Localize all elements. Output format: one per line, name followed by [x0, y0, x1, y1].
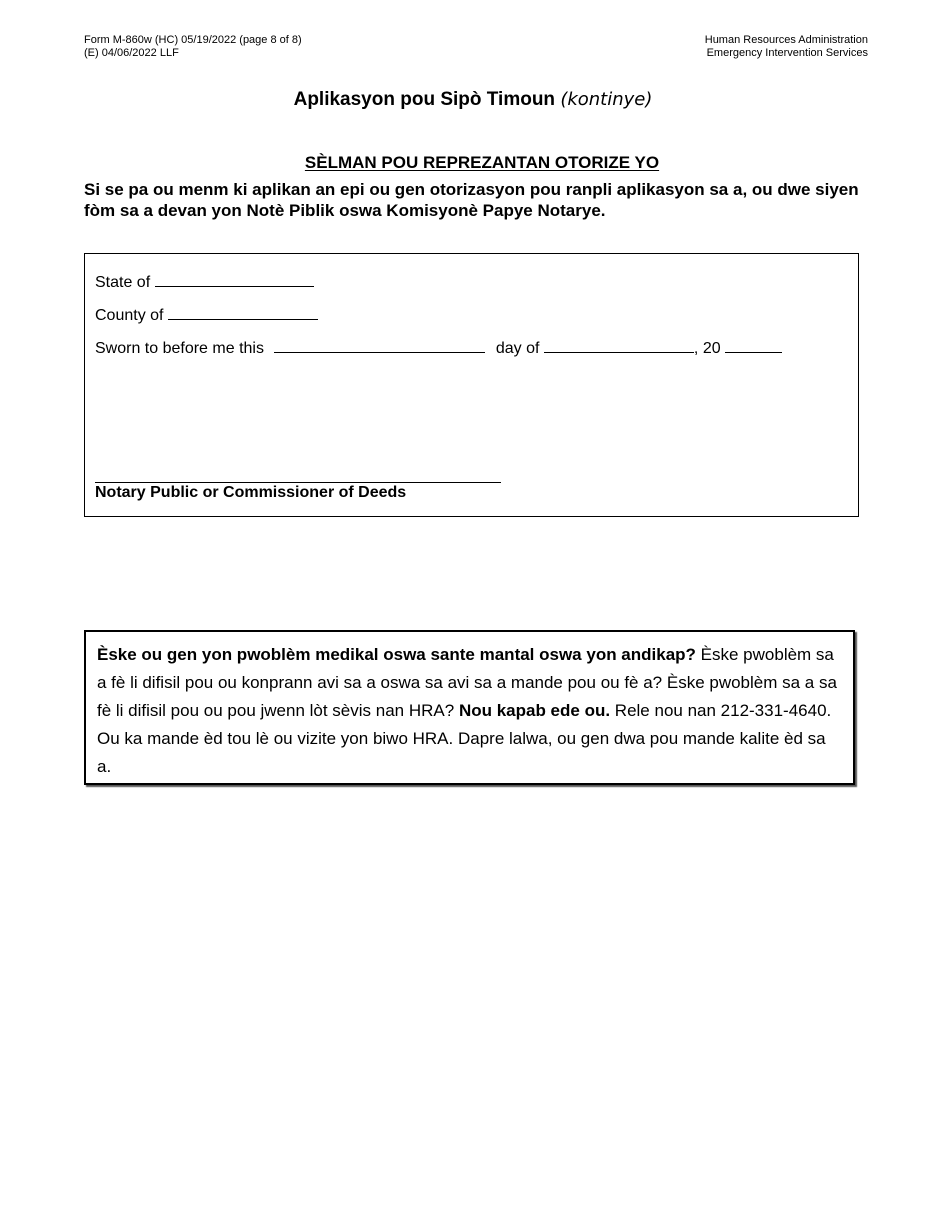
- notice-body-2: Rele nou nan 212-331-4640. Ou ka mande èd tou lè ou vizite yon biwo HRA. Dapre lalwa, ou gen dwa pou mande kalite èd sa a.: [97, 701, 832, 776]
- notice-emphasis: Nou kapab ede ou.: [458, 701, 611, 720]
- state-field[interactable]: [155, 272, 314, 287]
- signature-line[interactable]: [95, 482, 501, 483]
- year-prefix: , 20: [693, 340, 721, 357]
- county-row: [95, 305, 318, 326]
- state-row: [95, 272, 314, 293]
- sworn-label: Sworn to before me this: [95, 340, 264, 357]
- notice-question: Èske ou gen yon pwoblèm medikal oswa sante mantal oswa yon andikap?: [97, 645, 696, 664]
- county-field[interactable]: [168, 305, 318, 320]
- form-identifier: [84, 34, 302, 60]
- state-label: State of: [95, 274, 151, 291]
- form-revision: (E) 04/06/2022 LLF: [84, 47, 179, 59]
- accessibility-notice: [84, 630, 855, 785]
- notary-box: [84, 253, 859, 517]
- section-heading: SÈLMAN POU REPREZANTAN OTORIZE YO: [304, 153, 660, 172]
- page-title-main: Aplikasyon pou Sipò Timoun: [293, 89, 556, 110]
- page-title: [0, 89, 946, 111]
- county-label: County of: [95, 307, 164, 324]
- notice-body-1: Èske pwoblèm sa a fè li difisil pou ou konprann avi sa a oswa sa avi sa a mande pou ou fè a? Èske pwoblèm sa a sa fè li difisil pou ou pou jwenn lòt sèvis nan HRA?: [97, 645, 837, 720]
- sworn-day-field[interactable]: [274, 338, 485, 353]
- instructions-text: Si se pa ou menm ki aplikan an epi ou gen otorizasyon pou ranpli aplikasyon sa a, ou dwe siyen fòm sa a devan yon Notè Piblik oswa Komisyonè Papye Notarye.: [84, 180, 859, 220]
- day-of-label: day of: [495, 340, 540, 357]
- signature-label: Notary Public or Commissioner of Deeds: [95, 484, 407, 501]
- agency-division: Emergency Intervention Services: [706, 47, 868, 59]
- agency-block: [705, 34, 868, 60]
- agency-name: Human Resources Administration: [704, 34, 868, 46]
- form-number: Form M-860w (HC) 05/19/2022 (page 8 of 8): [84, 34, 302, 46]
- month-field[interactable]: [544, 338, 694, 353]
- year-field[interactable]: [725, 338, 782, 353]
- page-title-continued: (kontinye): [560, 89, 653, 110]
- sworn-row: [95, 338, 782, 359]
